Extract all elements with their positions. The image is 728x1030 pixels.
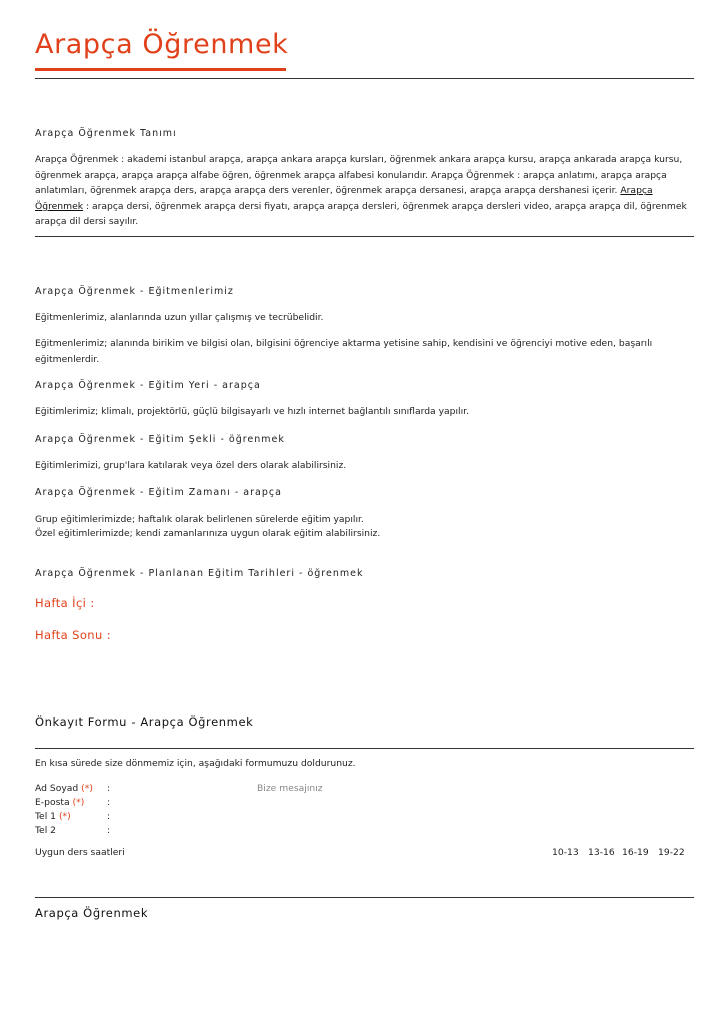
email-colon: : (107, 797, 111, 808)
hours-label: Uygun ders saatleri (35, 847, 125, 858)
definition-text-start: Arapça Öğrenmek : akademi istanbul arapça, arapça ankara arapça kursları, öğrenmek ankara arapça kursu, arapça ankarada arapça kursu, öğrenmek arapça, arapça arapça alfabe öğren, öğrenmek arapça alfabesi konularıdır. Arapça Öğrenmek : arapça anlatımı, arapça arapça anlatımları, öğrenmek arapça ders, arapça arapça ders verenler, öğrenmek arapça dersanesi, arapça arapça dershanesi içerir. (35, 154, 683, 197)
header-divider (35, 78, 694, 79)
hour-option[interactable]: 19-22 (658, 847, 685, 858)
form-heading: Önkayıt Formu - Arapça Öğrenmek (35, 715, 254, 729)
definition-link[interactable]: Arapça Öğrenmek (35, 185, 653, 212)
tel2-label: Tel 2 (35, 825, 57, 836)
required-mark: (*) (81, 783, 93, 794)
format-heading: Arapça Öğrenmek - Eğitim Şekli - öğrenmek (35, 434, 285, 445)
hour-option[interactable]: 16-19 (622, 847, 649, 858)
tel2-colon: : (107, 825, 111, 836)
form-intro: En kısa sürede size dönmemiz için, aşağıdaki formumuzu doldurunuz. (35, 758, 356, 769)
timing-line-1: Grup eğitimlerimizde; haftalık olarak belirlenen sürelerde eğitim yapılır. (35, 514, 364, 525)
instructors-para-2: Eğitmenlerimiz; alanında birikim ve bilgisi olan, bilgisini öğrenciye aktarma yetisine sahip, kendisini ve öğrenciyi motive eden, başarılı eğitmenlerdir. (35, 338, 653, 365)
title-underline (35, 68, 286, 71)
location-heading: Arapça Öğrenmek - Eğitim Yeri - arapça (35, 380, 261, 391)
site-title[interactable]: Arapça Öğrenmek (35, 29, 289, 60)
footer-title: Arapça Öğrenmek (35, 906, 149, 920)
weekday-label: Hafta İçi : (35, 596, 95, 610)
tel1-colon: : (107, 811, 111, 822)
hour-option[interactable]: 10-13 (552, 847, 579, 858)
form-divider (35, 748, 694, 749)
definition-text (35, 152, 694, 230)
name-label: Ad Soyad (35, 783, 79, 794)
instructors-heading: Arapça Öğrenmek - Eğitmenlerimiz (35, 286, 234, 297)
weekend-label: Hafta Sonu : (35, 628, 111, 642)
form-row-tel2[interactable] (35, 825, 111, 836)
tel1-label: Tel 1 (35, 811, 57, 822)
form-row-name[interactable] (35, 783, 111, 794)
form-row-email[interactable] (35, 797, 111, 808)
name-colon: : (107, 783, 111, 794)
required-mark: (*) (58, 811, 71, 822)
timing-heading: Arapça Öğrenmek - Eğitim Zamanı - arapça (35, 487, 282, 498)
message-field[interactable]: Bize mesajınız (257, 783, 323, 794)
timing-line-2: Özel eğitimlerimizde; kendi zamanlarınıza uygun olarak eğitim alabilirsiniz. (35, 528, 381, 539)
form-row-tel1[interactable] (35, 811, 111, 822)
location-text: Eğitimlerimiz; klimalı, projektörlü, güçlü bilgisayarlı ve hızlı internet bağlantılı sınıflarda yapılır. (35, 406, 469, 417)
email-label: E-posta (35, 797, 70, 808)
definition-text-end: : arapça dersi, öğrenmek arapça dersi fiyatı, arapça arapça dersleri, öğrenmek arapça dersleri video, arapça arapça dil, öğrenmek arapça dil dersi sayılır. (35, 200, 687, 228)
hour-option[interactable]: 13-16 (588, 847, 615, 858)
instructors-para-1: Eğitmenlerimiz, alanlarında uzun yıllar çalışmış ve tecrübelidir. (35, 312, 324, 323)
definition-heading: Arapça Öğrenmek Tanımı (35, 128, 177, 139)
required-mark: (*) (72, 797, 85, 808)
definition-divider (35, 236, 694, 237)
footer-divider (35, 897, 694, 898)
format-text: Eğitimlerimizi, grup'lara katılarak veya özel ders olarak alabilirsiniz. (35, 460, 347, 471)
schedule-heading: Arapça Öğrenmek - Planlanan Eğitim Tarihleri - öğrenmek (35, 568, 364, 579)
